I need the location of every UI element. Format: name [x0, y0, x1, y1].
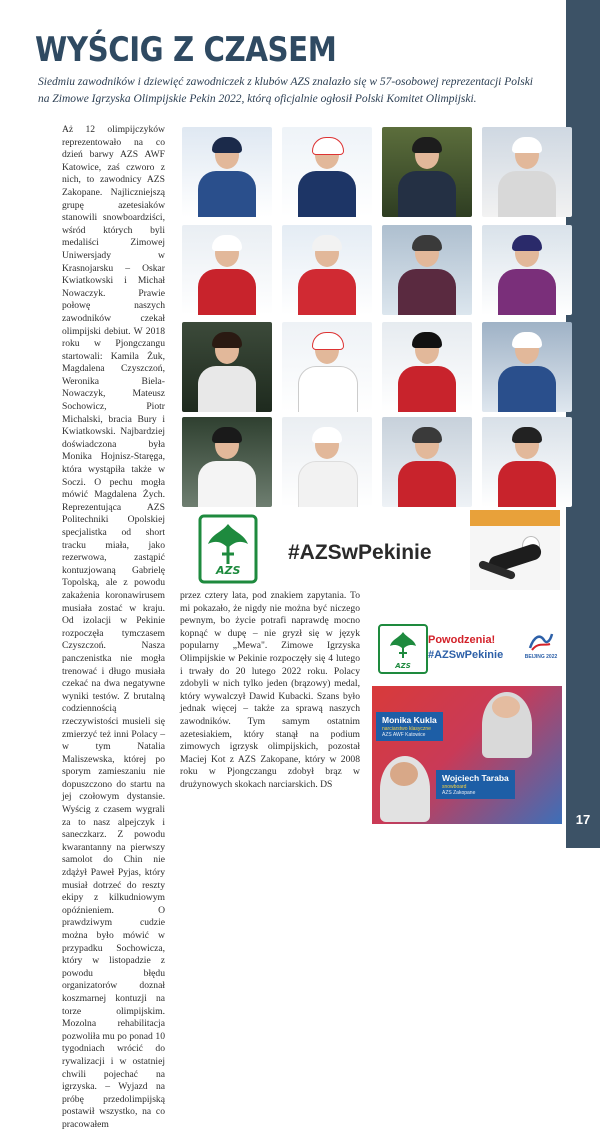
- good-luck-ad: [372, 614, 562, 824]
- athlete-photo: [182, 417, 272, 507]
- azs-logo: [182, 510, 272, 590]
- athlete-photo: [482, 225, 572, 315]
- ad-hashtag: #AZSwPekinie: [428, 649, 504, 661]
- athlete-name: Monika Kukla: [382, 715, 437, 725]
- hashtag-banner: #AZSwPekinie: [288, 541, 432, 564]
- athlete-discipline: narciarstwo klasyczne: [382, 726, 431, 732]
- body-column-2: przez cztery lata, pod znakiem zapytania. To mi pokazało, że nigdy nie można być niczego pewnym, bo życie potrafi naprawdę mocno kopnąć w dupę – nie gryzł się w język popularny „Mewa". Zimowe Igrzyska Olimpijskie w Pekinie rozpoczęły się 4 lutego i trwały do 20 lutego 2022 roku. Polacy zdobyli w nich tylko jeden (brązowy) medal, który wywalczył Dawid Kubacki. Szans było jednak więcej – także za sprawą naszych zawodników. Tym samym ostatnim azetesiakiem, który stanął na podium zimowych igrzysk olimpijskich, pozostał Maciej Kot z AZS Zakopane, który w 2008 roku w Pjongczangu zdobył brąz w drużynowych skokach narciarskich. DS: [180, 590, 360, 790]
- athlete-photo: [382, 225, 472, 315]
- beijing-2022-emblem: [524, 630, 558, 660]
- azs-logo-text: AZS: [216, 564, 241, 577]
- athlete-photo: [182, 127, 272, 217]
- athlete-discipline: snowboard: [442, 784, 467, 790]
- ad-athletes-panel: [372, 686, 562, 824]
- athlete-name: Wojciech Taraba: [442, 773, 509, 783]
- ad-logo-text: AZS: [395, 662, 411, 670]
- athlete-photo: [282, 127, 372, 217]
- athlete-photo: [382, 417, 472, 507]
- athlete-photo: [282, 417, 372, 507]
- ad-azs-logo: [378, 624, 428, 674]
- athlete-photo: [482, 127, 572, 217]
- skater-photo: [470, 510, 560, 590]
- ad-header: [372, 614, 562, 686]
- beijing-label: BEIJING 2022: [524, 654, 558, 660]
- athlete-photo: [282, 322, 372, 412]
- athlete-name-tag: [376, 712, 443, 741]
- article-lead: Siedmiu zawodników i dziewięć zawodniczek z klubów AZS znalazło się w 57-osobowej reprezentacji Polski na Zimowe Igrzyska Olimpijskie Pekin 2022, którą oficjalnie ogłosił Polski Komitet Olimpijski.: [38, 76, 533, 105]
- athlete-photo: [382, 127, 472, 217]
- athlete-photo: [182, 225, 272, 315]
- ad-greeting: Powodzenia!: [428, 634, 496, 646]
- page-number: 17: [575, 812, 591, 827]
- body-column-1: Aż 12 olimpijczyków reprezentowało na co dzień barwy AZS AWF Katowice, zaś czworo z nich, to zawodnicy AZS Zakopane. Najliczniejszą grupę azetesiaków stanowili snowboardziści, wśród których byli medaliści Zimowej Uniwersjady w Krasnojarsku – Oskar Kwiatkowski i Michał Nowaczyk. Prawie połowę naszych zawodników czekał olimpijski debiut. W 2018 roku w Pjongczangu startowali: Kamila Żuk, Magdalena Czyszczoń, Weronika Biela-Nowaczyk, Mateusz Sochowicz, Piotr Michalski, bracia Bury i Kwiatkowski. Najbardziej doświadczona była Monika Hojnisz-Staręga, która wystąpiła także w Soczi. O pechu mogła mówić Magdalena Żych. Reprezentująca AZS Politechniki Opolskiej specjalistka od short tracku miała, jako rezerwowa, zastąpić kontuzjowaną Gabrielę Topolską, ale z powodu zakażenia koronawirusem musiała zostać w kraju. Od izolacji w Pekinie rozpoczęła tymczasem Czyszczoń. Nasza panczenistka nie mogła trenować i długo musiała czekać na dwa negatywne wyniki testów. Z brutalną codziennością rzeczywistości musieli się zmierzyć też inni Polacy – w tym Natalia Maliszewska, której po sporym zamieszaniu nie dopuszczono do startu na jej czołowym dystansie. Wyścig z czasem wygrali za to nasz alpejczyk i saneczkarz. Z powodu kwarantanny na pierwszy samolot do Chin nie zdążył Paweł Pyjas, który musiał dotrzeć do reszty ekipy z kilkudniowym opóźnieniem. O prawdziwym cudzie można było mówić w przypadku Sochowicza, który w listopadzie z powodu błędu organizatorów doznał koszmarnej kontuzji na torze olimpijskim. Mozolna rehabilitacja pozwoliła mu po ponad 10 tygodniach wrócić do rywalizacji i w ostatniej chwili pojechać na igrzyska. – Wyjazd na próbę przedolimpijską postawił wszystko, na co pracowałem: [62, 124, 165, 1130]
- athlete-photo: [482, 322, 572, 412]
- article-title: WYŚCIG Z CZASEM: [35, 30, 337, 70]
- athlete-name-tag: [436, 770, 515, 799]
- athlete-club: AZS Zakopane: [442, 790, 476, 796]
- athlete-photo: [382, 322, 472, 412]
- athlete-photo: [182, 322, 272, 412]
- athlete-photo: [482, 417, 572, 507]
- athlete-club: AZS AWF Katowice: [382, 732, 426, 738]
- athlete-photo: [282, 225, 372, 315]
